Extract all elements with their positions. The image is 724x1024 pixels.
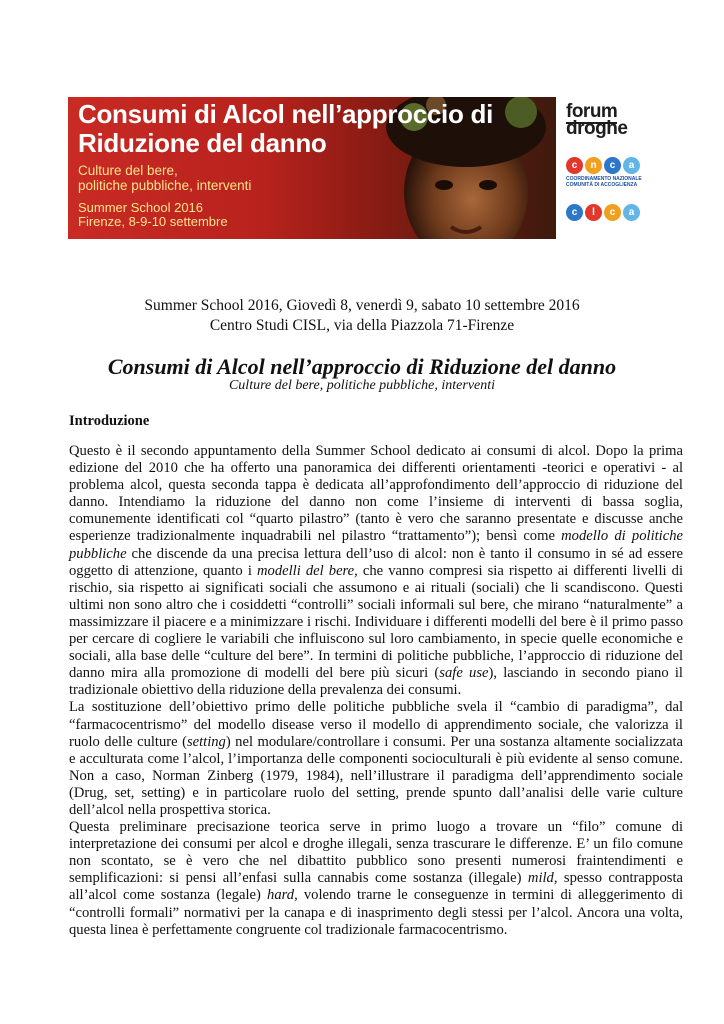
partner-logos	[566, 97, 666, 239]
banner-subtitle-line1: Culture del bere,	[78, 163, 178, 178]
p1-text-a: Questo è il secondo appuntamento della Summer School dedicato ai consumi di alcol. Dopo la prima edizione del 2010 che ha offerto una panoramica dei differenti orientamenti -teorici e operativi - al problema alcol, questa seconda tappa è dedicata all’approfondimento dell’approccio di riduzione del danno. Intendiamo la riduzione del danno non come l’insieme di interventi di bassa soglia, comunemente identificati col “quarto pilastro” (tanto è vero che saranno presentate e discusse anche esperienze tradizionalmente inquadrabili nel pilastro “trattamento”); bensì come	[69, 443, 683, 545]
p3-text-b: spesso contrapposta all’alcol come sostanza (legale)	[69, 870, 683, 904]
cnca-logo	[566, 157, 666, 188]
clca-letter-2: l	[585, 204, 602, 221]
banner-event-info	[78, 201, 228, 229]
banner-school: Summer School 2016	[78, 200, 204, 215]
p3-emphasis-1: mild,	[527, 870, 558, 887]
forum-logo-line2: droghe	[566, 118, 628, 139]
cnca-letter-4: a	[623, 157, 640, 174]
p1-emphasis-1: modello di politiche pubbliche	[69, 528, 683, 562]
document-subtitle: Culture del bere, politiche pubbliche, interventi	[228, 378, 496, 393]
p2-text-a: La sostituzione dell’obiettivo primo delle politiche pubbliche svela il “cambio di paradigma”, dal “farmacocentrismo” del modello disease verso il modello di apprendimento sociale, che valorizza il ruolo delle culture (	[69, 699, 683, 750]
p1-emphasis-3: safe use	[439, 665, 489, 682]
banner-dates: Firenze, 8-9-10 settembre	[78, 214, 228, 229]
document-title: Consumi di Alcol nell’approccio di Riduzione del danno	[107, 354, 617, 379]
p2-text-b: ) nel modulare/controllare i consumi. Per una sostanza altamente socializzata e acculturata come l’alcol, l’importanza delle componenti socioculturali è più evidente al senso comune. Non a caso, Norman Zinberg (1979, 1984), nell’illustrare il paradigma dell’apprendimento sociale (Drug, set, setting) e in particolare ruolo del setting, prende spunto dall’analisi delle varie culture dell’alcol nella prospettiva storica.	[69, 733, 683, 818]
cnca-text	[566, 176, 666, 188]
forum-droghe-logo	[566, 103, 666, 137]
paragraph-3	[69, 819, 683, 939]
clca-letter-3: c	[604, 204, 621, 221]
cnca-letter-3: c	[604, 157, 621, 174]
clca-logo-circles	[566, 204, 666, 221]
paragraph-2	[69, 699, 683, 819]
cnca-letter-2: n	[585, 157, 602, 174]
p3-text-c: , volendo trarne le conseguenze in termini di alleggerimento di “controlli formali” normativi per la canapa e di inasprimento degli stessi per l’alcol. Ancora una volta, questa linea è perfettamente congruente col tradizionale farmacocentrismo.	[69, 887, 683, 938]
p1-text-d: ), lasciando in secondo piano il tradizionale obiettivo della riduzione della prevalenza dei consumi.	[69, 665, 683, 699]
section-heading: Introduzione	[69, 413, 150, 429]
event-date-line: Summer School 2016, Giovedì 8, venerdì 9, sabato 10 settembre 2016	[144, 297, 580, 314]
banner-title-line1: Consumi di Alcol nell’approccio di	[78, 99, 493, 129]
p2-emphasis-1: setting	[186, 733, 226, 750]
event-venue-line: Centro Studi CISL, via della Piazzola 71-Firenze	[209, 317, 515, 334]
p1-emphasis-2: modelli del bere	[256, 562, 355, 579]
banner-subtitle-line2: politiche pubbliche, interventi	[78, 178, 252, 193]
clca-letter-1: c	[566, 204, 583, 221]
forum-logo-line1: forum	[566, 101, 618, 122]
cnca-letter-1: c	[566, 157, 583, 174]
p3-text-a: Questa preliminare precisazione teorica serve in primo luogo a trovare un “filo” comune di interpretazione dei consumi per alcol e droghe illegali, senza trascurare le differenze. E’ un filo comune non scontato, se è vero che nel dibattito pubblico sono presenti numerosi fraintendimenti e semplificazioni: si pensi all’enfasi sulla cannabis come sostanza (illegale)	[69, 819, 683, 887]
cnca-text-line2: COMUNITÀ DI ACCOGLIENZA	[566, 182, 638, 188]
event-banner	[68, 97, 556, 239]
cnca-text-line1: COORDINAMENTO NAZIONALE	[566, 176, 642, 182]
banner-title-line2: Riduzione del danno	[78, 128, 327, 158]
p3-emphasis-2: hard	[267, 887, 295, 904]
p1-text-b: che discende da una precisa lettura dell’uso di alcol: non è tanto il consumo in sé ad essere oggetto di attenzione, quanto i	[69, 545, 683, 579]
clca-logo	[566, 204, 666, 221]
paragraph-1	[69, 443, 683, 699]
banner-subtitle	[78, 163, 251, 193]
body-text	[69, 443, 683, 939]
clca-letter-4: a	[623, 204, 640, 221]
p1-text-c: , che vanno compresi sia rispetto ai differenti livelli di rischio, sia rispetto ai significati sociali che assumono e ai rituali (sociali) che li scandiscono. Questi ultimi non sono altro che i cosiddetti “controlli” sociali informali sul bere, che mirano “naturalmente” a massimizzare il piacere e a minimizzare i rischi. Individuare i differenti modelli del bere è il primo passo per cercare di cogliere le variabili che influiscono sul loro cambiamento, in specie quelle economiche e sociali, alla base delle “culture del bere”. In termini di politiche pubbliche, l’approccio di riduzione del danno mira alla promozione di modelli del bere più sicuri (	[69, 562, 684, 682]
cnca-logo-circles	[566, 157, 666, 174]
